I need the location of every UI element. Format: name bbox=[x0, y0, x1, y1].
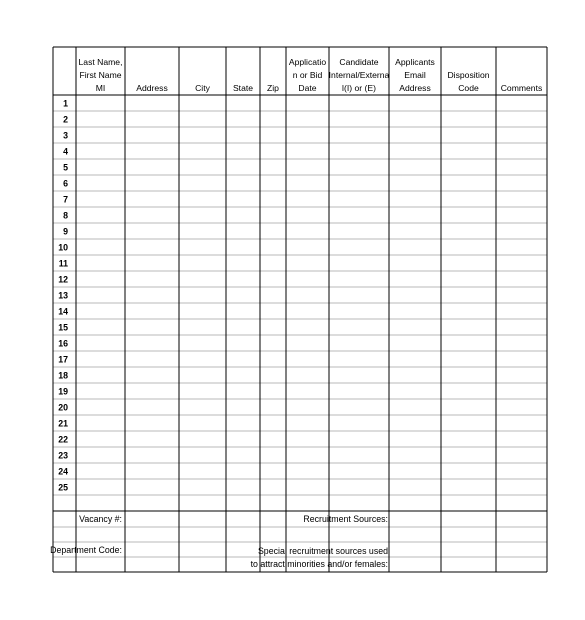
row-number: 17 bbox=[58, 354, 68, 365]
row-number: 18 bbox=[58, 370, 68, 381]
row-number: 3 bbox=[63, 130, 68, 141]
header-city-line-1: City bbox=[195, 83, 210, 93]
row-number: 4 bbox=[63, 146, 68, 157]
header-application-date-line-1: Applicatio bbox=[288, 57, 327, 67]
row-number: 10 bbox=[58, 242, 68, 253]
row-number: 15 bbox=[58, 322, 68, 333]
row-number: 2 bbox=[63, 114, 68, 125]
header-zip-line-1: Zip bbox=[267, 83, 279, 93]
header-state-line-1: State bbox=[232, 83, 254, 93]
row-number: 12 bbox=[58, 274, 68, 285]
row-number: 14 bbox=[58, 306, 68, 317]
row-number: 8 bbox=[63, 210, 68, 221]
header-candidate-type-line-3: l(I) or (E) bbox=[342, 83, 376, 93]
header-email-line-2: Email bbox=[404, 70, 426, 80]
row-number: 24 bbox=[58, 466, 68, 477]
vacancy-label: Vacancy #: bbox=[79, 514, 122, 524]
row-number: 21 bbox=[58, 418, 68, 429]
header-email-line-1: Applicants bbox=[395, 57, 435, 67]
row-number: 22 bbox=[58, 434, 68, 445]
row-number: 7 bbox=[63, 194, 68, 205]
row-number: 13 bbox=[58, 290, 68, 301]
header-comments-line-1: Comments bbox=[500, 83, 543, 93]
header-address-line-1: Address bbox=[136, 83, 168, 93]
row-number: 20 bbox=[58, 402, 68, 413]
header-name-line-2: First Name bbox=[79, 70, 122, 80]
row-number: 25 bbox=[58, 482, 68, 493]
row-number: 23 bbox=[58, 450, 68, 461]
table-grid bbox=[53, 47, 547, 572]
header-candidate-type-line-2: Internal/Externa bbox=[328, 70, 390, 80]
row-number: 11 bbox=[58, 258, 68, 269]
header-application-date-line-3: Date bbox=[298, 83, 317, 93]
special-recruitment-label-line1: Special recruitment sources used bbox=[257, 546, 388, 556]
recruitment-sources-label: Recruitment Sources: bbox=[303, 514, 388, 524]
row-number: 6 bbox=[63, 178, 68, 189]
special-recruitment-label-line2: to attract minorities and/or females: bbox=[250, 559, 388, 569]
row-number: 19 bbox=[58, 386, 68, 397]
header-name-line-3: MI bbox=[95, 83, 106, 93]
header-name-line-1: Last Name, bbox=[78, 57, 123, 67]
row-number: 1 bbox=[63, 98, 68, 109]
row-numbers bbox=[58, 99, 68, 493]
row-number: 16 bbox=[58, 338, 68, 349]
header-application-date-line-2: n or Bid bbox=[292, 70, 323, 80]
header-email-line-3: Address bbox=[399, 83, 431, 93]
header-disposition-code-line-2: Code bbox=[458, 83, 479, 93]
row-number: 9 bbox=[63, 226, 68, 237]
header-candidate-type-line-1: Candidate bbox=[339, 57, 379, 67]
column-headers bbox=[79, 57, 543, 93]
header-disposition-code-line-1: Disposition bbox=[447, 70, 490, 80]
department-code-label: Department Code: bbox=[50, 545, 122, 555]
row-number: 5 bbox=[63, 162, 68, 173]
